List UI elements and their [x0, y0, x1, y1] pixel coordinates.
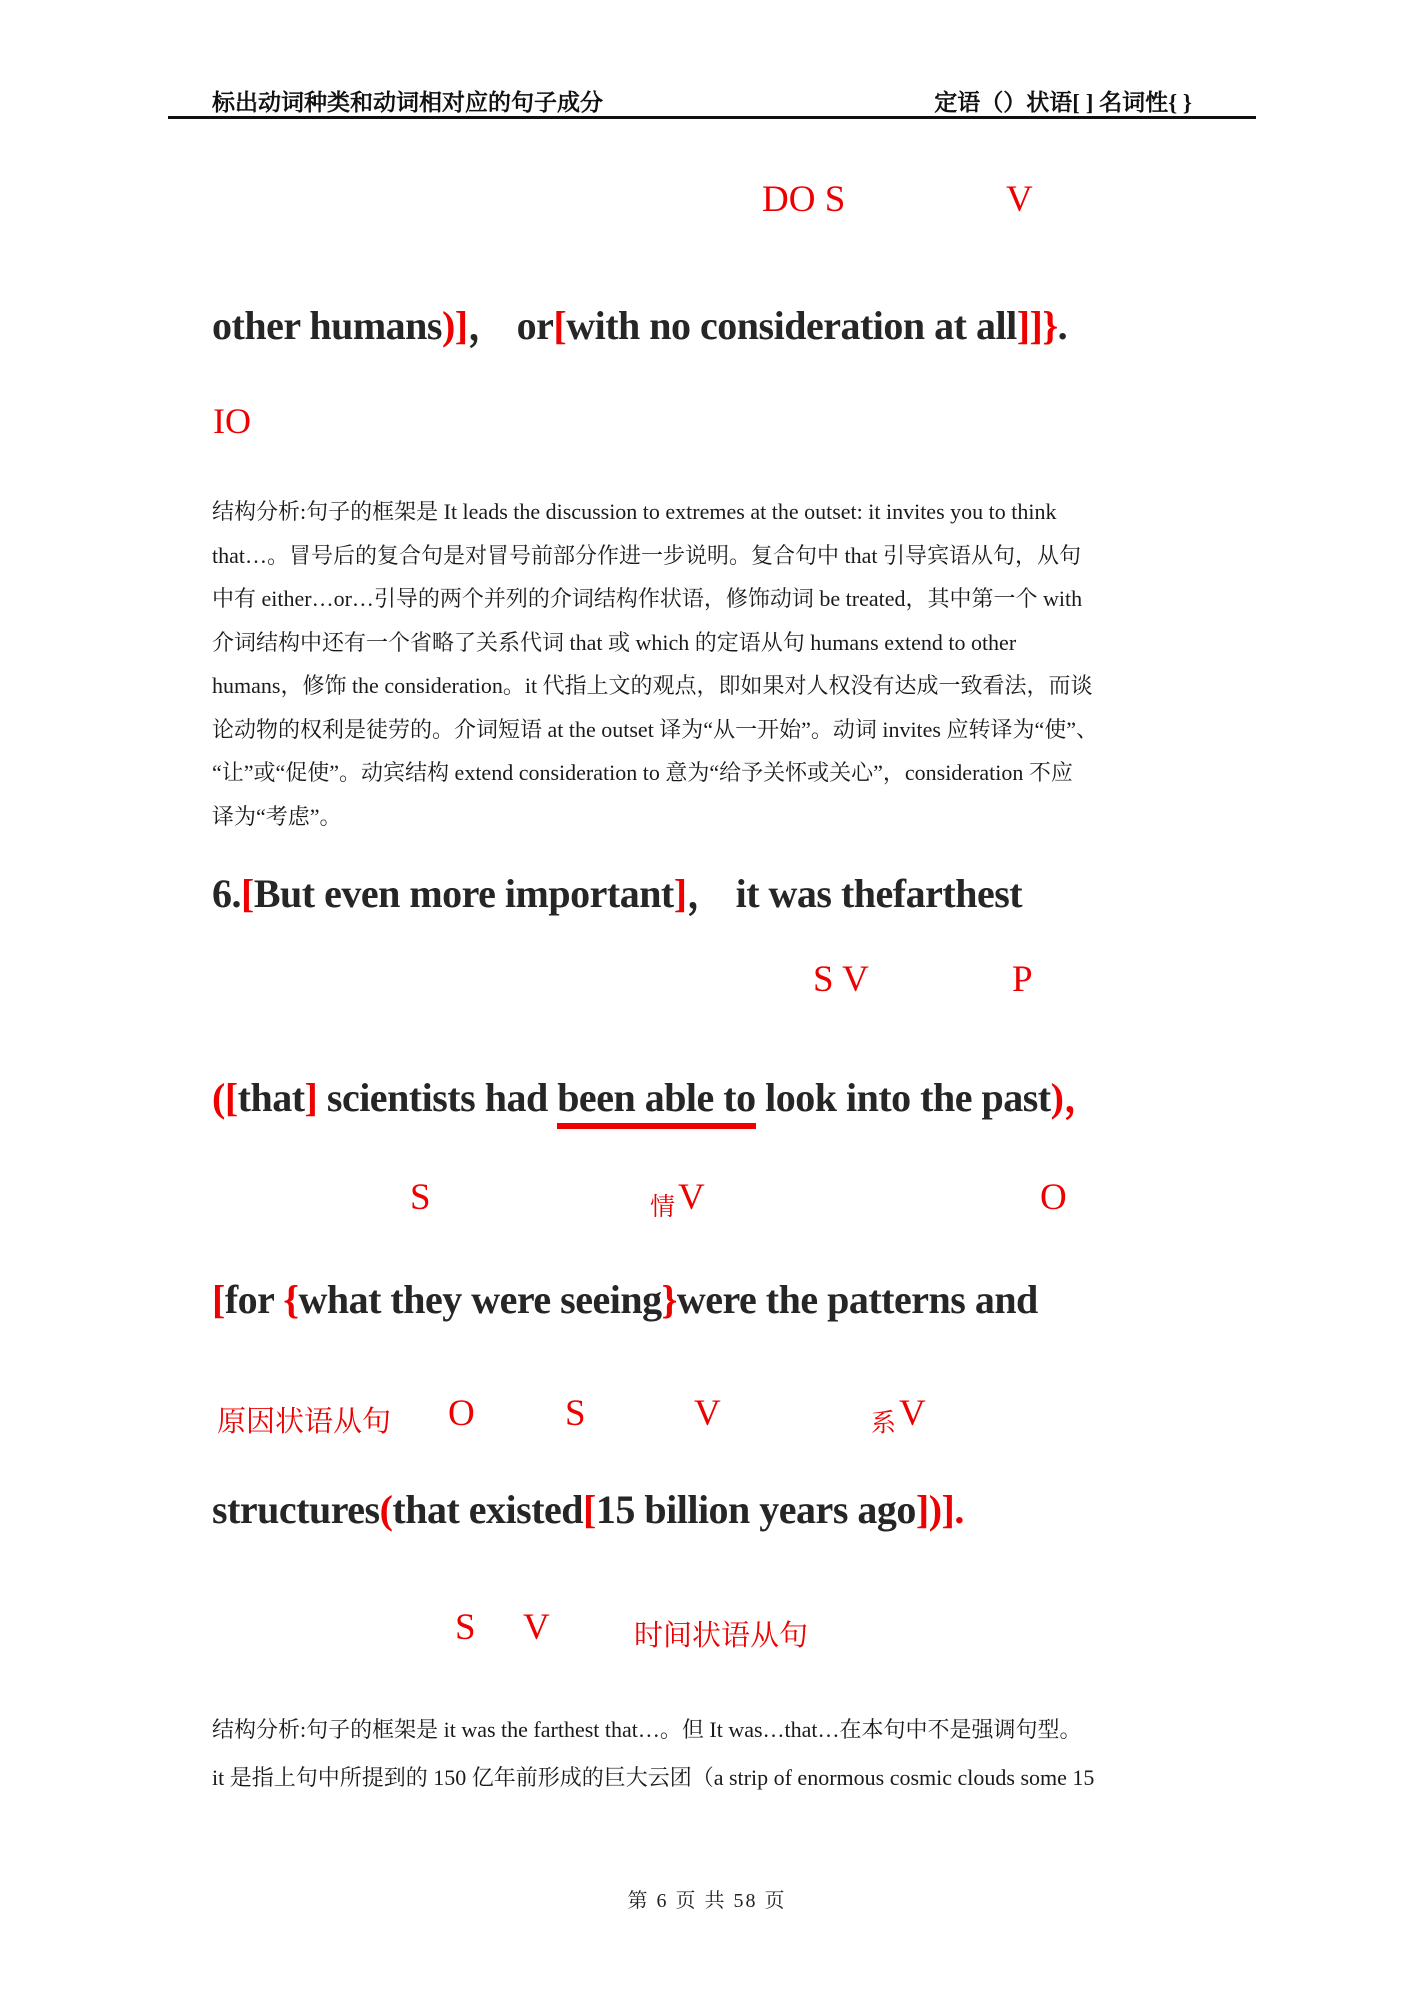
label-s: S: [565, 1393, 586, 1434]
text-segment: been able to: [557, 1075, 755, 1129]
label-s-v: S V: [813, 959, 869, 1000]
text-segment: 6.: [212, 871, 241, 916]
label-do-s: DO S: [762, 179, 846, 220]
paragraph-line: “让”或“促使”。动宾结构 extend consideration to 意为“给予关怀或关心”，consideration 不应: [212, 760, 1073, 785]
sentence-scientists-past: [212, 1066, 1402, 1123]
annotation-row-do-s-v: [212, 178, 1212, 224]
sentence-for-what-seeing: [212, 1276, 1402, 1323]
label-time-clause: 时间状语从句: [634, 1620, 809, 1652]
text-segment: ])]: [915, 1487, 955, 1532]
text-segment: .: [1057, 303, 1068, 348]
paragraph-line: 介词结构中还有一个省略了关系代词 that 或 which 的定语从句 humans extend to other: [212, 629, 1017, 655]
annotation-row-time-clause: [212, 1606, 1212, 1652]
text-segment: what they were seeing: [298, 1277, 662, 1322]
text-segment: look into the past: [755, 1075, 1051, 1120]
page-number-footer: 第 6 页 共 58 页: [627, 1890, 787, 1912]
label-v: V: [678, 1177, 705, 1218]
paragraph-line: 结构分析:句子的框架是 it was the farthest that…。但 It was…that…在本句中不是强调句型。: [212, 1717, 1082, 1742]
annotation-row-s-v-p: [212, 958, 1212, 1004]
text-segment: ): [1050, 1075, 1064, 1120]
label-io: IO: [213, 401, 251, 441]
text-segment: ， it was thefarthest: [686, 871, 1023, 916]
text-segment: other humans: [212, 303, 442, 348]
text-segment: .: [954, 1487, 964, 1532]
label-qing: 情: [650, 1194, 676, 1221]
sentence-6-heading: [212, 862, 1402, 919]
header-left-text: 标出动词种类和动词相对应的句子成分: [212, 90, 603, 115]
text-segment: ， or: [467, 303, 554, 348]
label-v: V: [694, 1393, 721, 1434]
text-segment: )]: [441, 303, 468, 348]
analysis-paragraph-2: [212, 1706, 1197, 1802]
text-segment: ]]}: [1016, 303, 1058, 348]
label-v: V: [523, 1607, 550, 1648]
label-s: S: [410, 1177, 431, 1218]
text-segment: structures: [212, 1487, 380, 1532]
label-o: O: [1040, 1177, 1067, 1218]
paragraph-line: 译为“考虑”。: [212, 803, 342, 829]
text-segment: that: [237, 1075, 305, 1120]
label-o: O: [448, 1393, 475, 1434]
paragraph-line: 中有 either…or…引导的两个并列的介词结构作状语，修饰动词 be treated，其中第一个 with: [212, 586, 1083, 611]
text-segment: }: [661, 1277, 677, 1322]
text-segment: 15 billion years ago: [595, 1487, 916, 1532]
text-segment: with no consideration at all: [566, 303, 1017, 348]
text-segment: (: [379, 1487, 393, 1532]
text-segment: ]: [673, 871, 687, 916]
label-s: S: [455, 1607, 476, 1648]
text-segment: [: [583, 1487, 596, 1532]
annotation-row-s-qingv-o: [212, 1176, 1212, 1222]
text-segment: [: [212, 1277, 225, 1322]
sentence-structures-existed: [212, 1486, 1402, 1533]
label-xi: 系: [871, 1410, 897, 1437]
text-segment: for: [224, 1277, 284, 1322]
text-segment: But even more important: [253, 871, 674, 916]
text-segment: scientists had: [317, 1075, 558, 1120]
paragraph-line: humans，修饰 the consideration。it 代指上文的观点，即如果对人权没有达成一致看法，而谈: [212, 673, 1093, 698]
paragraph-line: it 是指上句中所提到的 150 亿年前形成的巨大云团（a strip of enormous cosmic clouds some 15: [212, 1765, 1095, 1790]
text-segment: ]: [304, 1075, 318, 1120]
text-segment: that existed: [392, 1487, 584, 1532]
label-v: V: [1006, 179, 1033, 220]
sentence-other-humans: [212, 294, 1402, 351]
label-cause-clause: 原因状语从句: [217, 1406, 392, 1438]
paragraph-line: 结构分析:句子的框架是 It leads the discussion to extremes at the outset: it invites you to think: [212, 499, 1057, 524]
page-header: [212, 84, 1192, 117]
label-p: P: [1012, 959, 1033, 1000]
text-segment: (: [212, 1075, 225, 1120]
paragraph-line: 论动物的权利是徒劳的。介词短语 at the outset 译为“从一开始”。动词 invites 应转译为“使”、: [212, 716, 1099, 742]
header-divider: [168, 116, 1256, 119]
text-segment: ，: [1063, 1075, 1103, 1120]
annotation-row-cause-clause: [212, 1392, 1212, 1438]
text-segment: {: [283, 1277, 299, 1322]
text-segment: were the patterns and: [676, 1277, 1038, 1322]
analysis-paragraph-1: [212, 490, 1197, 838]
label-v: V: [899, 1393, 926, 1434]
text-segment: [: [224, 1075, 238, 1120]
paragraph-line: that…。冒号后的复合句是对冒号前部分作进一步说明。复合句中 that 引导宾语从句，从句: [212, 542, 1081, 568]
text-segment: [: [553, 303, 567, 348]
header-right-text: 定语（）状语[ ] 名词性{ }: [934, 90, 1192, 115]
text-segment: [: [241, 871, 254, 916]
